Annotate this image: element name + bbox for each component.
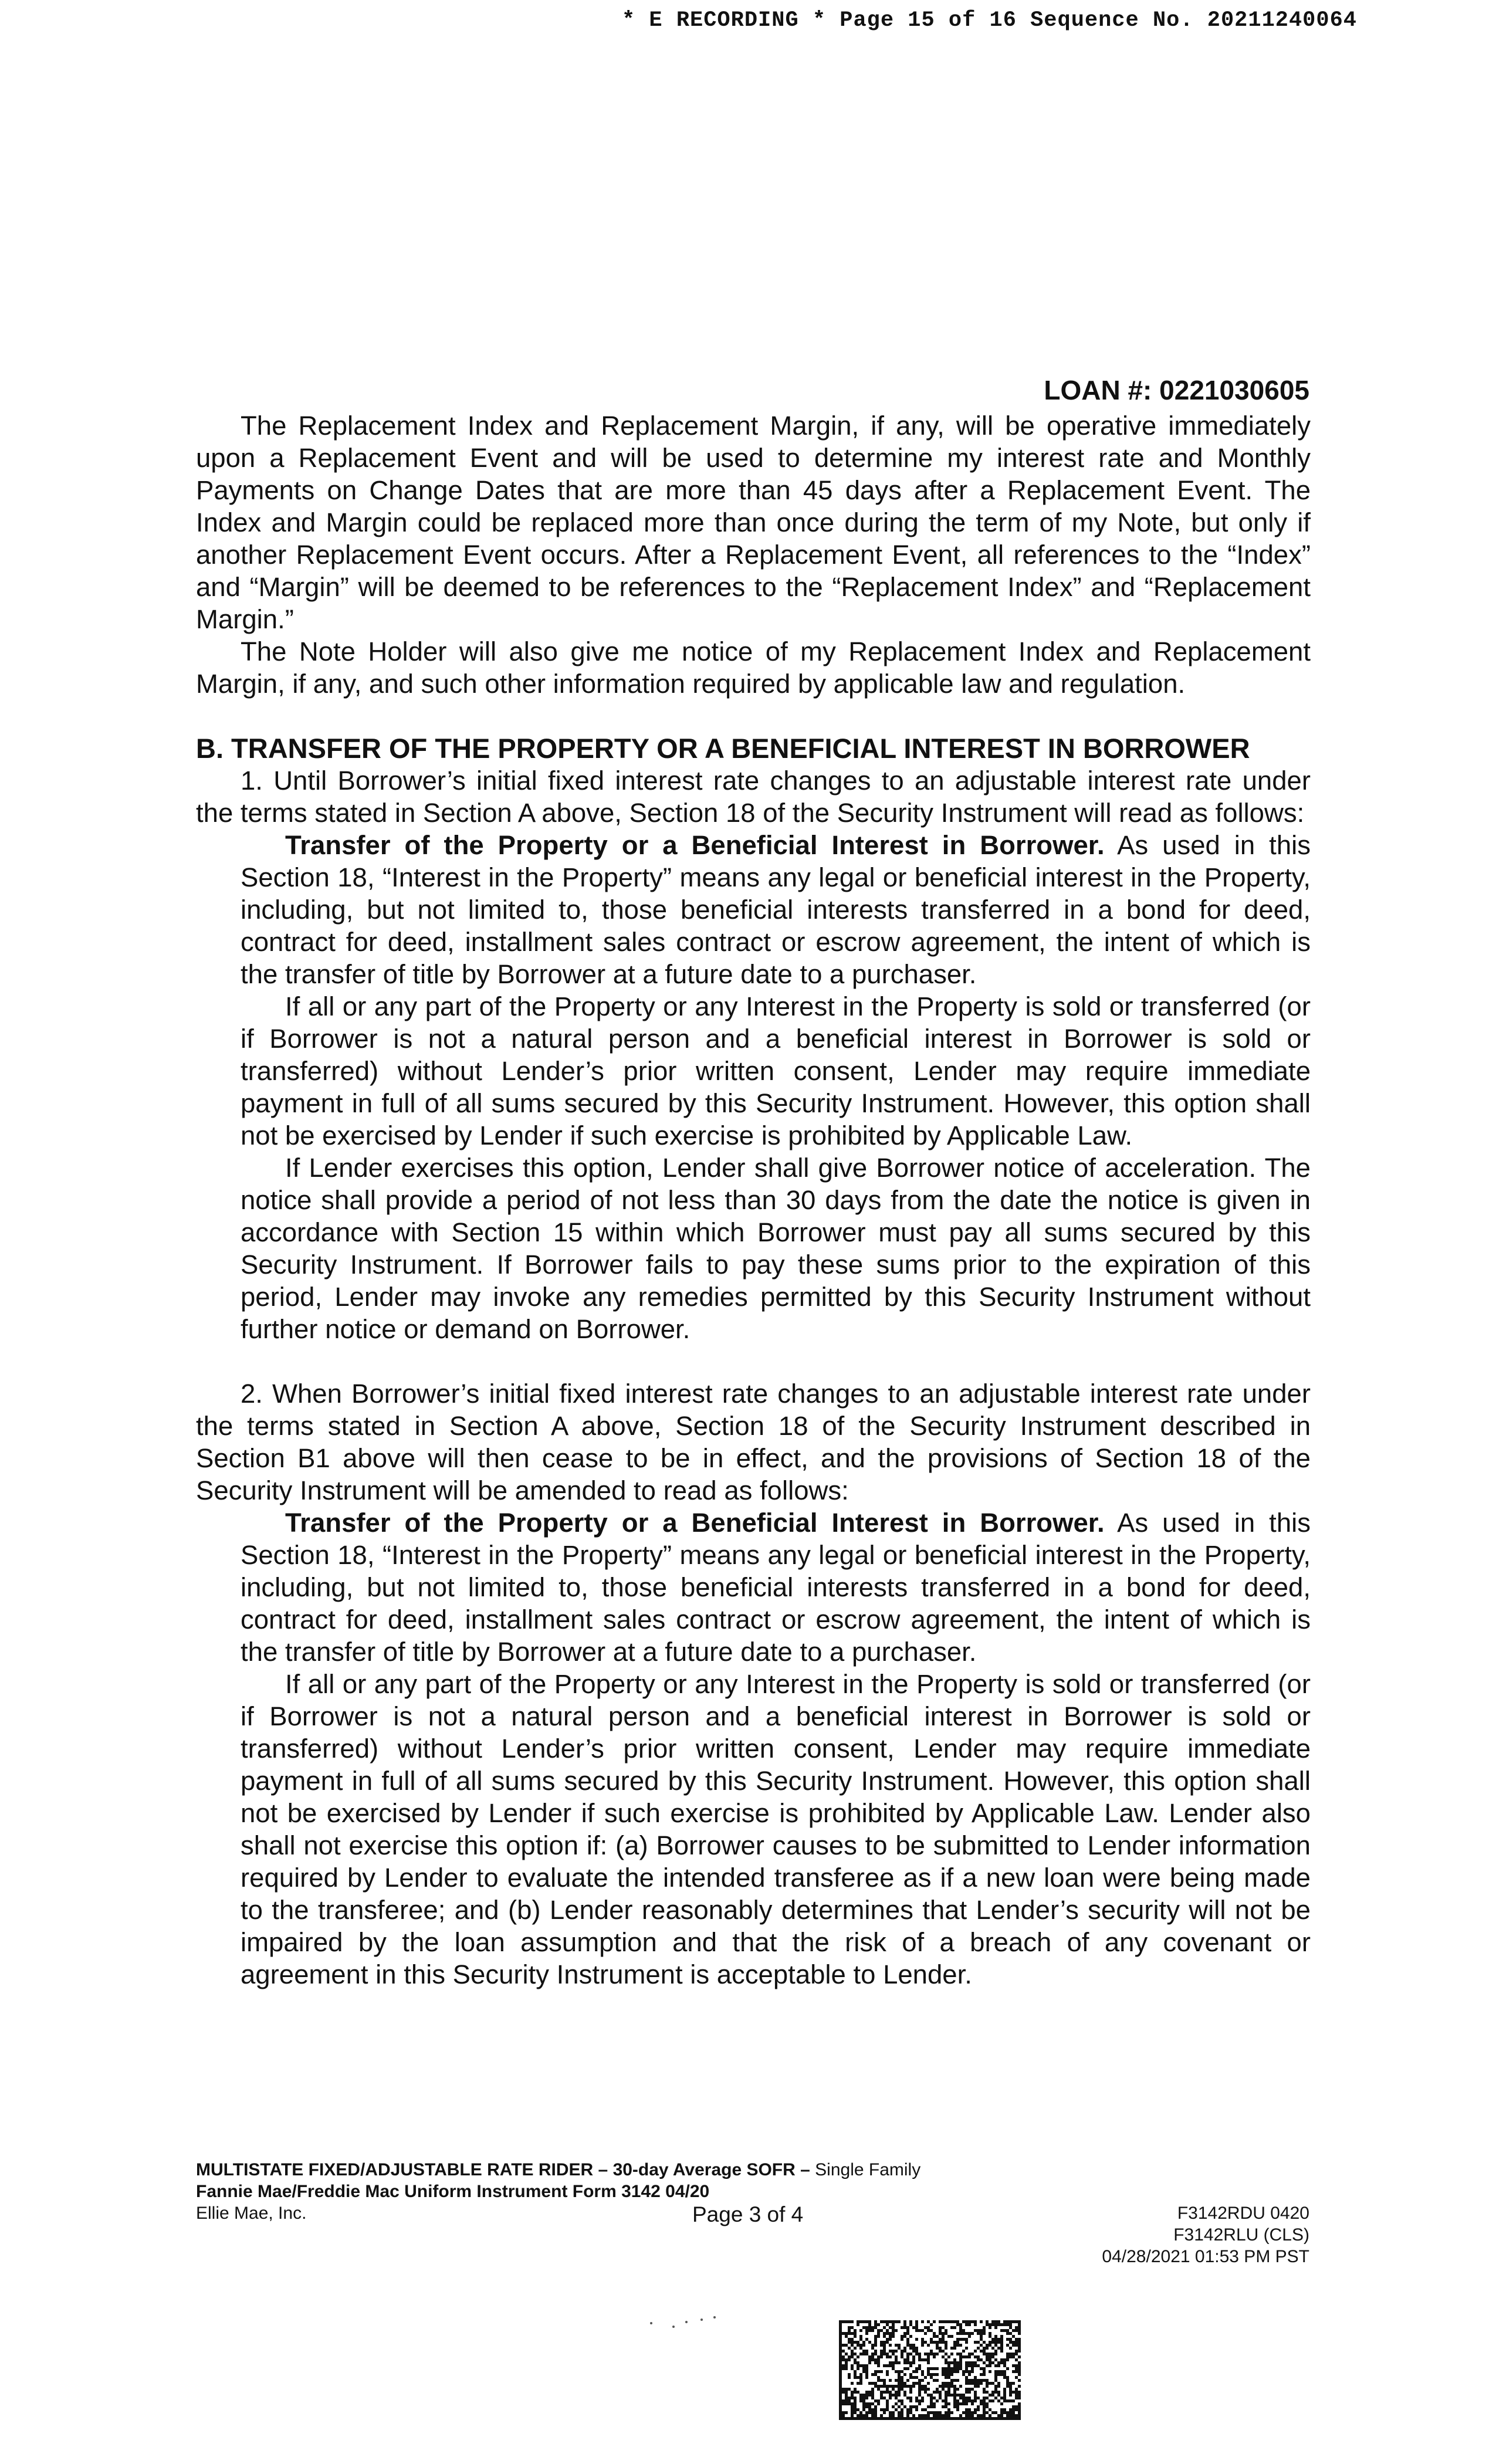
print-timestamp: 04/28/2021 01:53 PM PST xyxy=(1102,2247,1309,2266)
item-1-transfer-title: Transfer of the Property or a Beneficial Interest in Borrower. xyxy=(285,830,1105,860)
barcode-2d xyxy=(839,2320,1021,2420)
scan-specks xyxy=(645,2288,733,2335)
form-title-plain: Single Family xyxy=(810,2160,921,2179)
item-1-sale-paragraph: If all or any part of the Property or any Interest in the Property is sold or transferred (or if Borrower is not a natural person and a beneficial interest in Borrower is sold or transferred) without Lender’s prior written consent, Lender may require immediate payment in full of all sums secured by this Security Instrument. However, this option shall not be exercised by Lender if such exercise is prohibited by Applicable Law. xyxy=(241,991,1311,1150)
item-2-sale-paragraph: If all or any part of the Property or any Interest in the Property is sold or transferred (or if Borrower is not a natural person and a beneficial interest in Borrower is sold or transferred) without Lender’s prior written consent, Lender may require immediate payment in full of all sums secured by this Security Instrument. However, this option shall not be exercised by Lender if such exercise is prohibited by Applicable Law. Lender also shall not exercise this option if: (a) Borrower causes to be submitted to Lender information required by Lender to evaluate the intended transferee as if a new loan were being made to the transferee; and (b) Lender reasonably determines that Lender’s security will not be impaired by the loan assumption and that the risk of a breach of any covenant or agreement in this Security Instrument is acceptable to Lender. xyxy=(241,1669,1311,1989)
rider-body xyxy=(196,409,1311,1991)
page-number: Page 3 of 4 xyxy=(692,2202,804,2226)
form-title xyxy=(196,2159,1076,2181)
item-2-lead: 2. When Borrower’s initial fixed interest rate changes to an adjustable interest rate under the terms stated in Section A above, Section 18 of the Security Instrument described in Section B1 above will then cease to be in effect, and the provisions of Section 18 of the Security Instrument will be amended to read as follows: xyxy=(196,1379,1311,1505)
recording-header: * E RECORDING * Page 15 of 16 Sequence No. 20211240064 xyxy=(622,8,1357,33)
form-code-1: F3142RDU 0420 xyxy=(1177,2204,1309,2223)
item-1-acceleration-paragraph: If Lender exercises this option, Lender shall give Borrower notice of acceleration. The notice shall provide a period of not less than 30 days from the date the notice is given in accordance with Section 15 within which Borrower must pay all sums secured by this Security Instrument. If Borrower fails to pay these sums prior to the expiration of this period, Lender may invoke any remedies permitted by this Security Instrument without further notice or demand on Borrower. xyxy=(241,1153,1311,1344)
item-2-transfer-paragraph xyxy=(241,1507,1311,1668)
replacement-index-paragraph: The Replacement Index and Replacement Margin, if any, will be operative immediately upon a Replacement Event and will be used to determine my interest rate and Monthly Payments on Change Dates that are more than 45 days after a Replacement Event. The Index and Margin could be replaced more than once during the term of my Note, but only if another Replacement Event occurs. After a Replacement Event, all references to the “Index” and “Margin” will be deemed to be references to the “Replacement Index” and “Replacement Margin.” xyxy=(196,411,1311,634)
form-code-2: F3142RLU (CLS) xyxy=(1173,2225,1309,2245)
item-1-lead: 1. Until Borrower’s initial fixed interest rate changes to an adjustable interest rate under the terms stated in Section A above, Section 18 of the Security Instrument will read as follows: xyxy=(196,766,1311,828)
notice-paragraph: The Note Holder will also give me notice of my Replacement Index and Replacement Margin, if any, and such other information required by applicable law and regulation. xyxy=(196,637,1311,699)
vendor-name: Ellie Mae, Inc. xyxy=(196,2204,307,2223)
item-2-transfer-title: Transfer of the Property or a Beneficial Interest in Borrower. xyxy=(285,1508,1105,1538)
form-footer xyxy=(196,2159,1076,2224)
form-codes xyxy=(1102,2202,1309,2267)
item-1-transfer-text: As used in this Section 18, “Interest in the Property” means any legal or beneficial interest in the Property, including, but not limited to, those beneficial interests transferred in a bond for deed, contract for deed, installment sales contract or escrow agreement, the intent of which is the transfer of title by Borrower at a future date to a purchaser. xyxy=(241,830,1311,989)
form-title-bold: MULTISTATE FIXED/ADJUSTABLE RATE RIDER – 30-day Average SOFR – xyxy=(196,2160,810,2179)
item-2-transfer-text: As used in this Section 18, “Interest in the Property” means any legal or beneficial interest in the Property, including, but not limited to, those beneficial interests transferred in a bond for deed, contract for deed, installment sales contract or escrow agreement, the intent of which is the transfer of title by Borrower at a future date to a purchaser. xyxy=(241,1508,1311,1667)
item-1-transfer-paragraph xyxy=(241,829,1311,990)
form-line-2: Fannie Mae/Freddie Mac Uniform Instrument Form 3142 04/20 xyxy=(196,2182,710,2201)
loan-number: LOAN #: 0221030605 xyxy=(1044,375,1309,405)
section-b-heading: B. TRANSFER OF THE PROPERTY OR A BENEFICIAL INTEREST IN BORROWER xyxy=(196,733,1250,764)
